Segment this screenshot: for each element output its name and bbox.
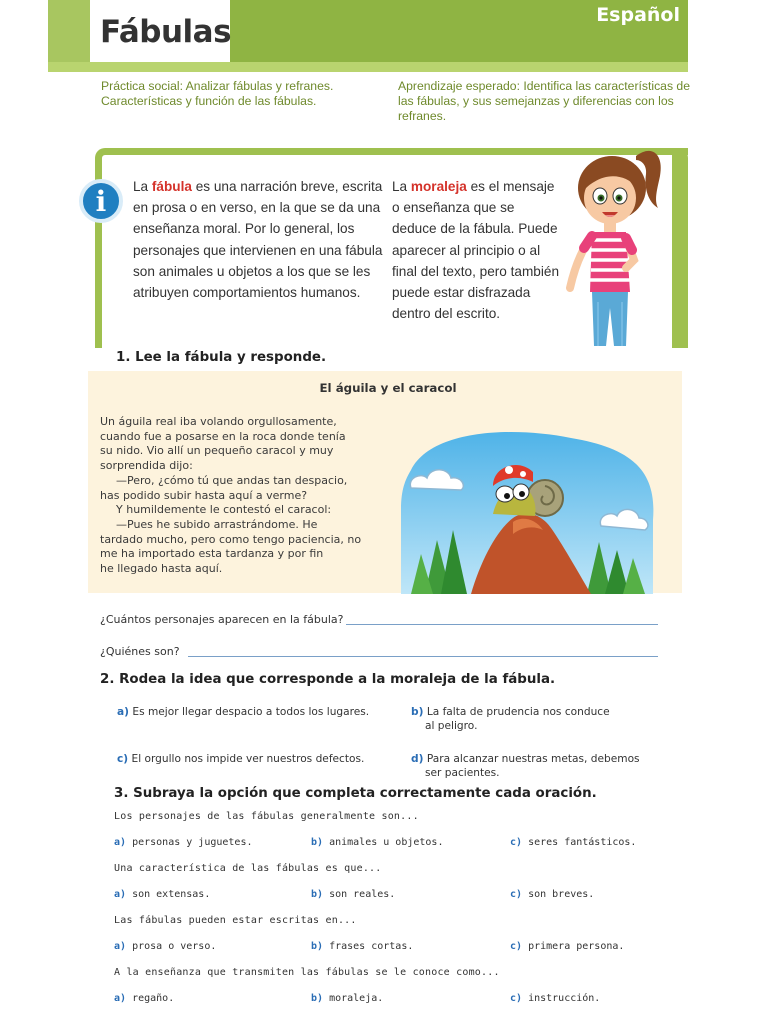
section3-heading: 3. Subraya la opción que completa correctamente cada oración. <box>114 786 597 801</box>
moral-def-pre: La <box>392 179 411 194</box>
option-letter: b) <box>311 993 324 1004</box>
fable-line: me ha importado esta tardanza y por fin <box>100 547 324 561</box>
moral-option-c[interactable] <box>117 752 364 766</box>
fable-line: Y humildemente le contestó el caracol: <box>116 503 332 517</box>
option-letter: c) <box>510 837 523 848</box>
option-text: frases cortas. <box>329 941 414 952</box>
sentence-4-option-a[interactable] <box>114 993 174 1004</box>
fable-text <box>100 415 378 577</box>
option-letter: a) <box>114 837 127 848</box>
option-text: son extensas. <box>132 889 211 900</box>
section2-heading: 2. Rodea la idea que corresponde a la moraleja de la fábula. <box>100 672 556 687</box>
option-text: son breves. <box>528 889 595 900</box>
fable-line: cuando fue a posarse en la roca donde tenía <box>100 429 346 443</box>
option-text: La falta de prudencia nos conduce <box>426 706 610 718</box>
info-icon: i <box>79 179 123 223</box>
sentence-2-option-b[interactable] <box>311 889 395 900</box>
girl-illustration <box>564 142 668 346</box>
moral-option-a[interactable] <box>117 705 369 719</box>
fable-line: he llegado hasta aquí. <box>100 562 223 576</box>
page-title: Fábulas <box>100 14 232 50</box>
sentence-1-option-c[interactable] <box>510 837 636 848</box>
header-pill <box>48 0 90 70</box>
option-text-cont: ser pacientes. <box>425 767 500 779</box>
option-letter: b) <box>311 889 324 900</box>
option-letter: a) <box>114 993 127 1004</box>
fable-line: has podido subir hasta aquí a verme? <box>100 488 308 502</box>
option-letter: c) <box>117 753 129 765</box>
moral-option-d[interactable] <box>411 752 640 780</box>
option-text: Es mejor llegar despacio a todos los lugares. <box>132 706 370 718</box>
sentence-2-option-a[interactable] <box>114 889 210 900</box>
fable-line: —Pues he subido arrastrándome. He <box>116 517 318 531</box>
sentence-3-option-a[interactable] <box>114 941 216 952</box>
option-text: animales u objetos. <box>329 837 444 848</box>
fable-line: tardado mucho, pero como tengo paciencia, no <box>100 532 362 546</box>
option-text: primera persona. <box>528 941 625 952</box>
answer-line-count[interactable] <box>346 624 658 625</box>
option-text: prosa o verso. <box>132 941 217 952</box>
question-who-label: ¿Quiénes son? <box>100 645 180 658</box>
answer-line-who[interactable] <box>188 656 658 657</box>
sentence-3: Las fábulas pueden estar escritas en... <box>114 915 357 926</box>
fable-keyword: fábula <box>151 179 192 194</box>
option-letter: b) <box>311 837 324 848</box>
option-text: Para alcanzar nuestras metas, debemos <box>426 753 640 765</box>
sentence-3-option-b[interactable] <box>311 941 413 952</box>
option-text-cont: al peligro. <box>425 720 478 732</box>
moral-option-b[interactable] <box>411 705 610 733</box>
sentence-2: Una característica de las fábulas es que... <box>114 863 382 874</box>
option-letter: a) <box>117 706 129 718</box>
option-text: seres fantásticos. <box>528 837 637 848</box>
header-divider <box>48 62 688 72</box>
practice-text: Práctica social: Analizar fábulas y refranes. Características y función de las fábulas. <box>101 79 334 108</box>
fable-def-pre: La <box>133 179 152 194</box>
option-text: El orgullo nos impide ver nuestros defectos. <box>131 753 365 765</box>
option-text: instrucción. <box>528 993 601 1004</box>
sentence-4-option-c[interactable] <box>510 993 600 1004</box>
sentence-3-option-c[interactable] <box>510 941 624 952</box>
option-text: moraleja. <box>329 993 384 1004</box>
option-letter: c) <box>510 993 523 1004</box>
fable-definition <box>133 176 383 303</box>
option-letter: a) <box>114 941 127 952</box>
sentence-2-option-c[interactable] <box>510 889 594 900</box>
subject-label: Español <box>596 4 680 26</box>
fable-line: su nido. Vio allí un pequeño caracol y muy <box>100 444 334 458</box>
sentence-1-option-b[interactable] <box>311 837 443 848</box>
sentence-4: A la enseñanza que transmiten las fábulas se le conoce como... <box>114 967 500 978</box>
sentence-4-option-b[interactable] <box>311 993 383 1004</box>
option-letter: d) <box>411 753 424 765</box>
section1-heading: 1. Lee la fábula y responde. <box>116 350 327 365</box>
option-letter: b) <box>311 941 324 952</box>
sentence-1: Los personajes de las fábulas generalmente son... <box>114 811 419 822</box>
sentence-1-option-a[interactable] <box>114 837 253 848</box>
fable-illustration <box>401 430 655 594</box>
option-text: personas y juguetes. <box>132 837 253 848</box>
learning-text: Aprendizaje esperado: Identifica las características de las fábulas, y sus semejanzas y diferencias con los refranes. <box>398 79 690 123</box>
fable-def-body: es una narración breve, escrita en prosa o en verso, en la que se da una enseñanza moral. Por lo general, los personajes que intervienen en una fábula son animales u objetos a los que se les atribuyen comportamientos humanos. <box>133 179 383 301</box>
fable-line: —Pero, ¿cómo tú que andas tan despacio, <box>116 473 348 487</box>
fable-line: sorprendida dijo: <box>100 459 193 473</box>
option-letter: c) <box>510 889 523 900</box>
info-box-edge <box>672 148 688 348</box>
option-letter: b) <box>411 706 424 718</box>
option-letter: a) <box>114 889 127 900</box>
fable-line: Un águila real iba volando orgullosamente, <box>100 415 337 428</box>
option-text: son reales. <box>329 889 396 900</box>
option-text: regaño. <box>132 993 175 1004</box>
question-count-label: ¿Cuántos personajes aparecen en la fábula? <box>100 613 344 626</box>
moral-keyword: moraleja <box>410 179 467 194</box>
moral-def-body: es el mensaje o enseñanza que se deduce de la fábula. Puede aparecer al principio o al final del texto, pero también puede estar disfrazada dentro del escrito. <box>392 179 560 322</box>
option-letter: c) <box>510 941 523 952</box>
moral-definition <box>392 176 562 324</box>
fable-title: El águila y el caracol <box>319 381 457 395</box>
